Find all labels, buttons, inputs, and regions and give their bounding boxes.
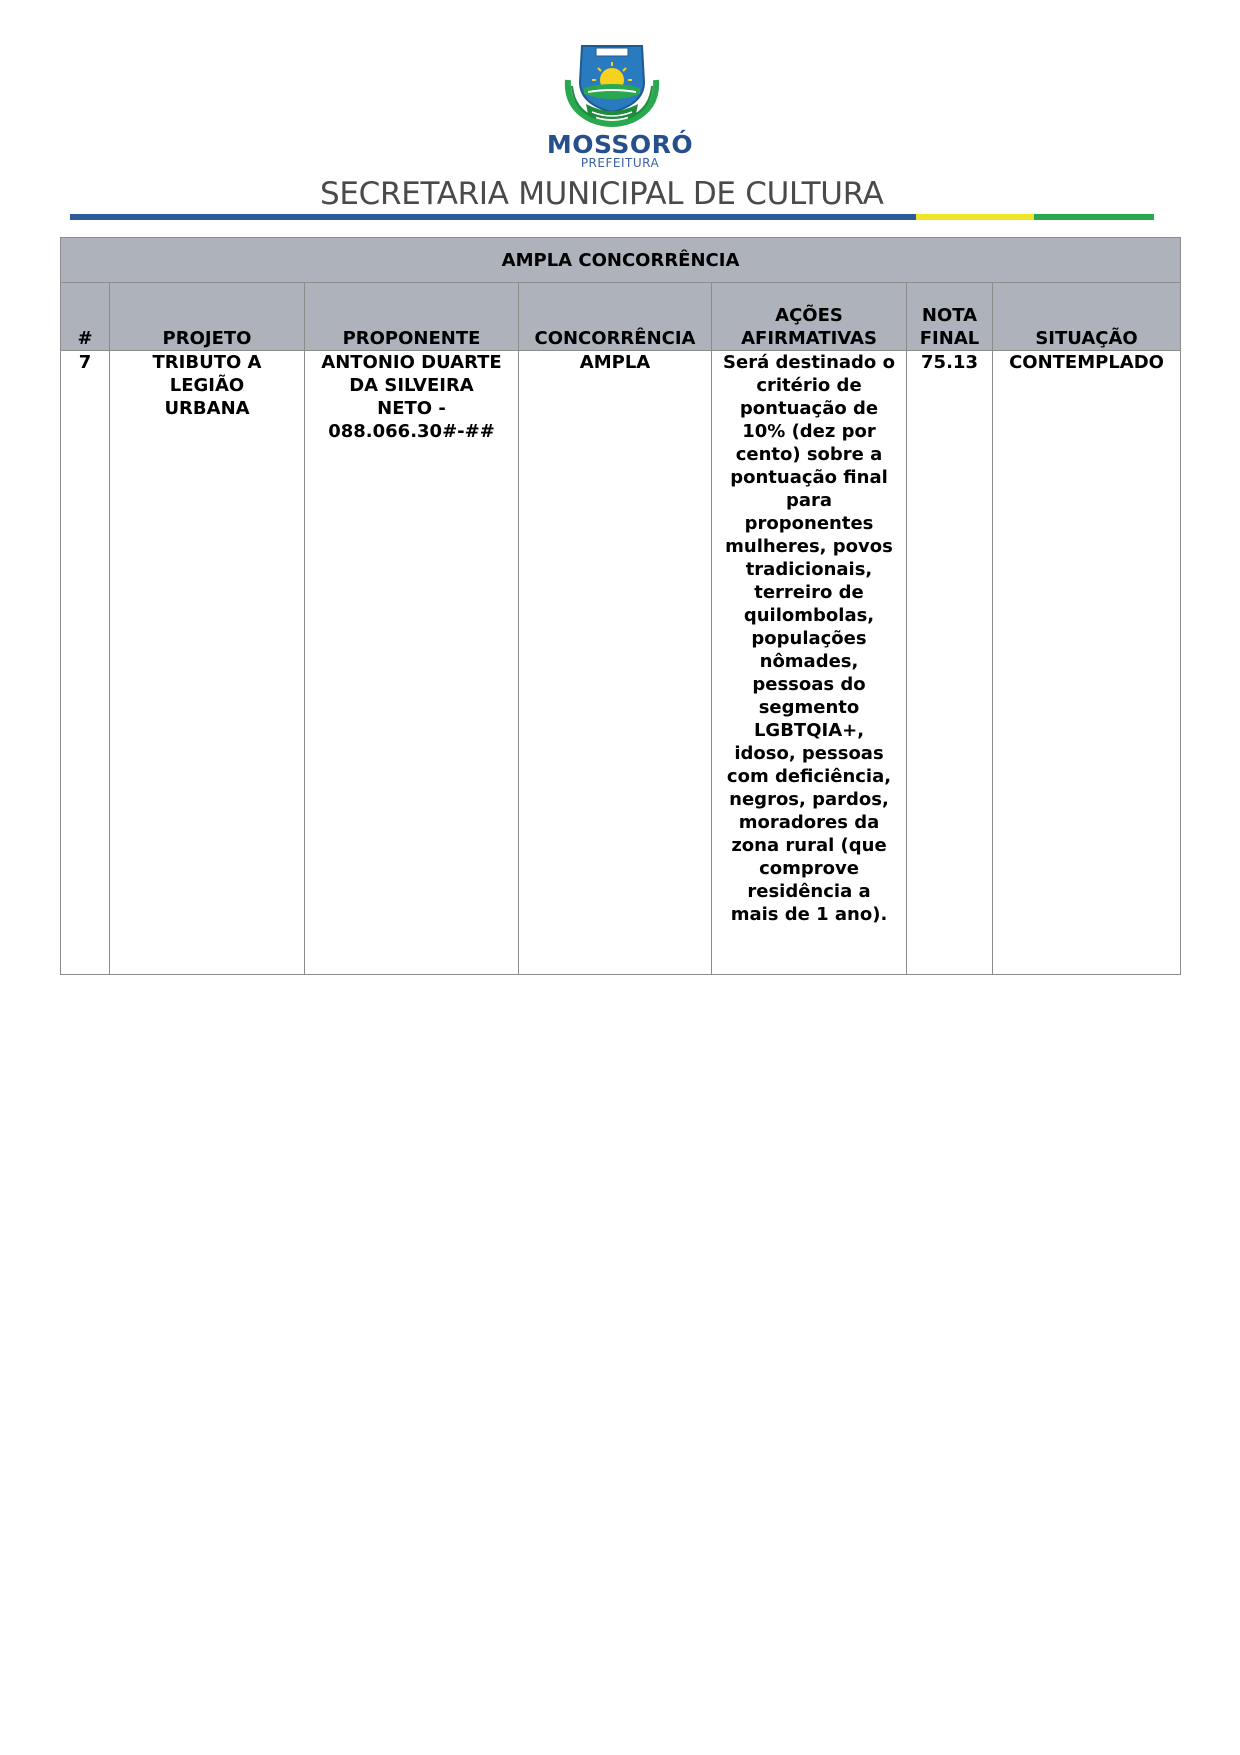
column-header-acoes-afirmativas: AÇÕES AFIRMATIVAS xyxy=(712,283,907,351)
header-stripe-green xyxy=(1034,214,1154,220)
column-header-num: # xyxy=(61,283,110,351)
municipal-crest-icon xyxy=(562,42,662,130)
cell-situacao: CONTEMPLADO xyxy=(993,351,1181,975)
cell-num: 7 xyxy=(61,351,110,975)
table-header-row xyxy=(61,283,1181,351)
results-table xyxy=(60,237,1181,975)
cell-projeto: TRIBUTO A LEGIÃO URBANA xyxy=(110,351,305,975)
brand-subtitle: PREFEITURA xyxy=(580,156,660,170)
column-header-situacao: SITUAÇÃO xyxy=(993,283,1181,351)
column-header-proponente: PROPONENTE xyxy=(305,283,519,351)
cell-acoes-afirmativas: Será destinado o critério de pontuação de 10% (dez por cento) sobre a pontuação final para proponentes mulheres, povos tradicionais, terreiro de quilombolas, populações nômades, pessoas do segmento LGBTQIA+, idoso, pessoas com deficiência, negros, pardos, moradores da zona rural (que comprove residência a mais de 1 ano). xyxy=(712,351,907,975)
brand-name: MOSSORÓ xyxy=(546,130,694,159)
department-title: SECRETARIA MUNICIPAL DE CULTURA xyxy=(320,176,884,212)
header-stripe-yellow xyxy=(916,214,1034,220)
header-stripe-blue xyxy=(70,214,916,220)
column-header-nota-final: NOTA FINAL xyxy=(907,283,993,351)
table-title-row xyxy=(61,238,1181,283)
cell-nota-final: 75.13 xyxy=(907,351,993,975)
table-row xyxy=(61,351,1181,975)
document-header xyxy=(0,0,1240,230)
cell-proponente: ANTONIO DUARTE DA SILVEIRA NETO - 088.066.30#-## xyxy=(305,351,519,975)
cell-concorrencia: AMPLA xyxy=(519,351,712,975)
column-header-concorrencia: CONCORRÊNCIA xyxy=(519,283,712,351)
column-header-projeto: PROJETO xyxy=(110,283,305,351)
table-title: AMPLA CONCORRÊNCIA xyxy=(61,238,1181,283)
